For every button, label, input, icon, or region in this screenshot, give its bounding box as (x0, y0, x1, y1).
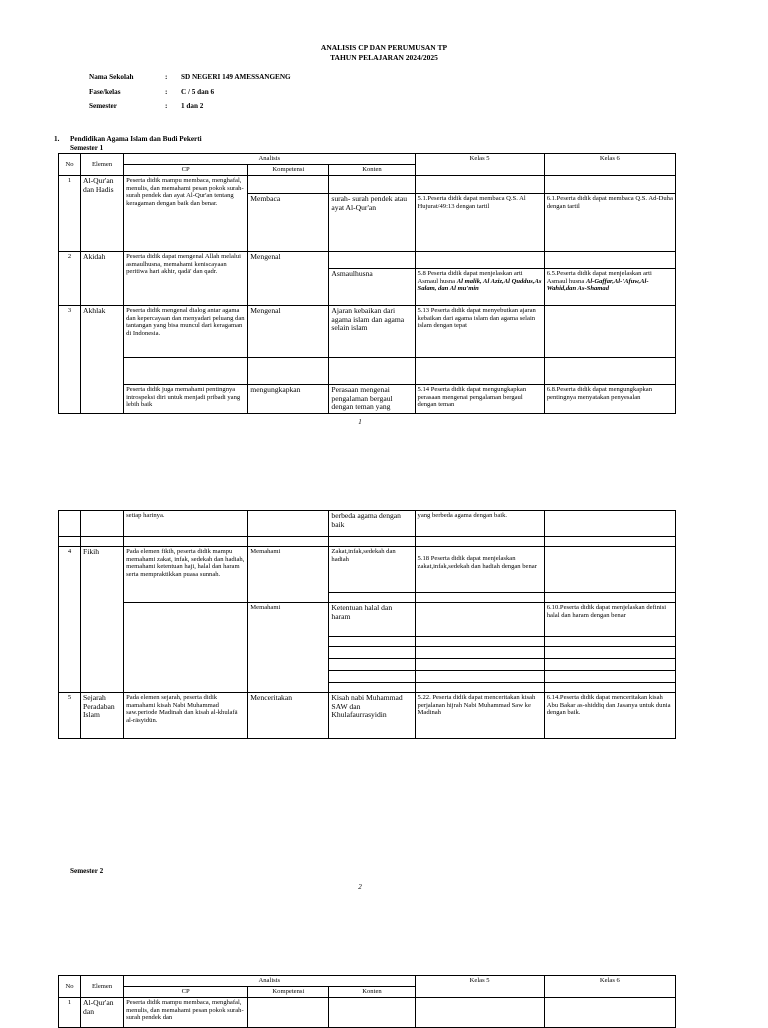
cell-empty (124, 537, 248, 547)
table-row (59, 693, 676, 739)
cell-cp: setiap harinya. (124, 511, 248, 537)
meta-label-phase: Fase/kelas (89, 88, 121, 96)
meta-label-school: Nama Sekolah (89, 73, 134, 81)
text-kelas-6: 6.5.Peserta didik dapat menjelaskan arti Asmaul husna (546, 270, 652, 285)
cell-empty (81, 537, 124, 547)
table-row (59, 511, 676, 537)
cell-kelas-5: yang berbeda agama dengan baik. (415, 511, 544, 537)
cell-cp: Peserta didik juga memahami pentingnya introspeksi diri untuk menjadi pribadi yang lebih baik (124, 385, 248, 414)
header-no: No (59, 976, 81, 998)
cell-kelas-5: 5.22. Peserta didik dapat menceritakan kisah perjalanan hijrah Nabi Muhammad Saw ke Madinah (415, 693, 544, 739)
table-row (59, 306, 676, 358)
cell-no: 1 (59, 998, 81, 1028)
table-semester-2 (58, 975, 676, 1028)
cell-kompetensi: Memahami (248, 547, 329, 603)
header-kelas-6: Kelas 6 (544, 154, 675, 176)
cell-empty (544, 593, 675, 603)
table-row (59, 603, 676, 637)
cell-empty (544, 252, 675, 269)
cell-empty (415, 537, 544, 547)
cell-kelas-5 (415, 269, 544, 306)
cell-empty (544, 659, 675, 671)
table-row (59, 176, 676, 194)
section-title: Pendidikan Agama Islam dan Budi Pekerti (70, 135, 202, 143)
cell-kompetensi: Menceritakan (248, 693, 329, 739)
cell-kelas-6: 6.1.Peserta didik dapat membaca Q.S. Ad-Duha dengan tartil (544, 194, 675, 252)
cell-empty (415, 998, 544, 1028)
cell-empty (329, 537, 415, 547)
semester-2-label: Semester 2 (70, 867, 104, 875)
cell-empty (544, 176, 675, 194)
cell-empty (415, 176, 544, 194)
cell-empty (329, 176, 415, 194)
cell-cp: Peserta didik mengenal dialog antar agama dan kepercayaan dan menyadari peluang dan tantangan yang bisa muncul dari keragaman di Indonesia. (124, 306, 248, 358)
table-row (59, 537, 676, 547)
table-row (59, 547, 676, 593)
cell-empty (248, 176, 329, 194)
cell-konten: Ketentuan halal dan haram (329, 603, 415, 637)
cell-empty (81, 511, 124, 537)
cell-konten: Zakat,infak,sedekah dan hadiah (329, 547, 415, 593)
cell-elemen: Al-Qur'an dan Hadis (81, 176, 124, 252)
cell-empty (124, 603, 248, 693)
section-number: 1. (54, 135, 60, 143)
header-kompetensi: Kompetensi (248, 987, 329, 998)
header-kelas-6: Kelas 6 (544, 976, 675, 998)
cell-empty (59, 537, 81, 547)
document-subtitle: TAHUN PELAJARAN 2024/2025 (330, 53, 438, 62)
header-cp: CP (124, 987, 248, 998)
cell-empty (329, 659, 415, 671)
text-kelas-5: 5.8 Peserta didik dapat menjelaskan arti Asmaul husna (417, 270, 523, 285)
cell-empty (248, 511, 329, 537)
page-number: 1 (358, 418, 362, 426)
cell-empty (415, 593, 544, 603)
cell-empty (544, 537, 675, 547)
cell-empty (544, 683, 675, 693)
cell-kelas-6 (544, 269, 675, 306)
cell-cp: Peserta didik mampu membaca, menghafal, menulis, dan memahami pesan pokok surah- surah pendek dan ayat Al-Qur'an tentang keragaman dengan baik dan benar. (124, 176, 248, 252)
cell-empty (415, 637, 544, 647)
cell-no: 4 (59, 547, 81, 693)
cell-elemen: Akhlak (81, 306, 124, 414)
header-kelas-5: Kelas 5 (415, 154, 544, 176)
cell-empty (415, 671, 544, 683)
cell-empty (544, 637, 675, 647)
table-semester-1 (58, 153, 676, 414)
cell-empty (415, 603, 544, 637)
cell-elemen: Akidah (81, 252, 124, 306)
meta-label-semester: Semester (89, 102, 117, 110)
cell-cp: Pada elemen fikih, peserta didik mampu memahami zakat, infak, sedekah dan hadiah, memahami ketentuan haji, halal dan haram serta mempraktikkan puasa sunnah. (124, 547, 248, 603)
meta-value-semester: 1 dan 2 (181, 102, 204, 110)
table-row (59, 252, 676, 269)
cell-cp: Peserta didik dapat mengenal Allah melalui asmaulhusna, memahami keniscayaan peritiwa hari akhir, qadā' dan qadr. (124, 252, 248, 306)
header-analisis: Analisis (124, 154, 415, 165)
meta-sep: : (165, 73, 168, 81)
cell-kompetensi: Mengenal (248, 252, 329, 306)
semester-1-label: Semester 1 (70, 144, 104, 152)
table-semester-1-continued (58, 510, 676, 739)
cell-empty (248, 537, 329, 547)
cell-kelas-5 (415, 547, 544, 593)
cell-empty (124, 358, 248, 385)
cell-no: 2 (59, 252, 81, 306)
table-row (59, 998, 676, 1028)
cell-no: 5 (59, 693, 81, 739)
table-row (59, 385, 676, 414)
cell-no: 1 (59, 176, 81, 252)
meta-sep: : (165, 88, 168, 96)
document-title: ANALISIS CP DAN PERUMUSAN TP (320, 43, 448, 52)
cell-empty (415, 683, 544, 693)
cell-elemen: Sejarah Peradaban Islam (81, 693, 124, 739)
cell-kelas-5: 5.13 Peserta didik dapat menyebutkan ajaran kebaikan dari agama islam dan agama selain islam dengan tepat (415, 306, 544, 358)
cell-elemen: Fikih (81, 547, 124, 693)
meta-value-phase: C / 5 dan 6 (181, 88, 215, 96)
cell-kelas-5: 5.14 Peserta didik dapat mengungkapkan perasaan mengenai pengalaman bergaul dengan teman (415, 385, 544, 414)
header-konten: Konten (329, 165, 415, 176)
header-kompetensi: Kompetensi (248, 165, 329, 176)
cell-empty (248, 358, 329, 385)
cell-kompetensi: Membaca (248, 194, 329, 252)
cell-empty (329, 252, 415, 269)
cell-empty (544, 671, 675, 683)
cell-kompetensi: mengungkapkan (248, 385, 329, 414)
cell-empty (329, 647, 415, 659)
cell-no: 3 (59, 306, 81, 414)
cell-konten: berbeda agama dengan baik (329, 511, 415, 537)
cell-kelas-6: 6.10.Peserta didik dapat menjelaskan definisi halal dan haram dengan benar (544, 603, 675, 637)
cell-kelas-6: 6.14.Peserta didik dapat menceritakan kisah Abu Bakar as-shiddiq dan Jasanya untuk dunia dengan baik. (544, 693, 675, 739)
cell-konten: surah- surah pendek atau ayat Al-Qur'an (329, 194, 415, 252)
cell-empty (544, 998, 675, 1028)
cell-empty (544, 511, 675, 537)
header-elemen: Elemen (81, 976, 124, 998)
cell-empty (329, 671, 415, 683)
cell-empty (415, 252, 544, 269)
header-kelas-5: Kelas 5 (415, 976, 544, 998)
cell-cp: Peserta didik mampu membaca, menghafal, menulis, dan memahami pesan pokok surah- surah pendek dan (124, 998, 248, 1028)
cell-elemen: Al-Qur'an dan (81, 998, 124, 1028)
cell-kompetensi: Mengenal (248, 306, 329, 358)
cell-empty (329, 358, 415, 385)
cell-empty (544, 358, 675, 385)
cell-konten: Kisah nabi Muhammad SAW dan Khulafaurrasyidin (329, 693, 415, 739)
page-number: 2 (358, 883, 362, 891)
cell-empty (329, 593, 415, 603)
cell-konten: Ajaran kebaikan dari agama islam dan agama selain islam (329, 306, 415, 358)
cell-empty (248, 998, 329, 1028)
cell-empty (329, 998, 415, 1028)
cell-empty (544, 647, 675, 659)
cell-empty (329, 637, 415, 647)
asmaul-husna-list: Al malik, Al Aziz,Al Quddus,As Salam, dan Al mu'min (417, 277, 542, 293)
asmaul-husna-list: Al-Gaffar,Al-'Afuw,Al-Wahid,dan As-Shamad (546, 277, 649, 293)
cell-kelas-6: 6.8.Peserta didik dapat mengungkapkan pentingnya menyatakan penyesalan (544, 385, 675, 414)
header-konten: Konten (329, 987, 415, 998)
header-cp: CP (124, 165, 248, 176)
cell-empty (544, 547, 675, 593)
cell-konten: Perasaan mengenai pengalaman bergaul dengan teman yang (329, 385, 415, 414)
meta-sep: : (165, 102, 168, 110)
cell-empty (544, 306, 675, 358)
cell-konten: Asmaulhusna (329, 269, 415, 306)
header-no: No (59, 154, 81, 176)
cell-empty (329, 683, 415, 693)
header-analisis: Analisis (124, 976, 415, 987)
meta-value-school: SD NEGERI 149 AMESSANGENG (181, 73, 291, 81)
header-elemen: Elemen (81, 154, 124, 176)
cell-empty (415, 647, 544, 659)
cell-cp: Pada elemen sejarah, peserta didik mamahami kisah Nabi Muhammad saw.periode Madinah dan kisah al-khulafā al-rāsyidūn. (124, 693, 248, 739)
cell-kelas-5: 5.1.Peserta didik dapat membaca Q.S. Al Hujurat/49:13 dengan tartil (415, 194, 544, 252)
cell-empty (415, 659, 544, 671)
cell-kompetensi: Memahami (248, 603, 329, 693)
cell-empty (415, 358, 544, 385)
cell-empty (59, 511, 81, 537)
text-kelas-5: 5.18 Peserta didik dapat menjelaskan zakat,infak,sedekah dan hadiah dengan benar (417, 555, 537, 570)
table-row (59, 358, 676, 385)
